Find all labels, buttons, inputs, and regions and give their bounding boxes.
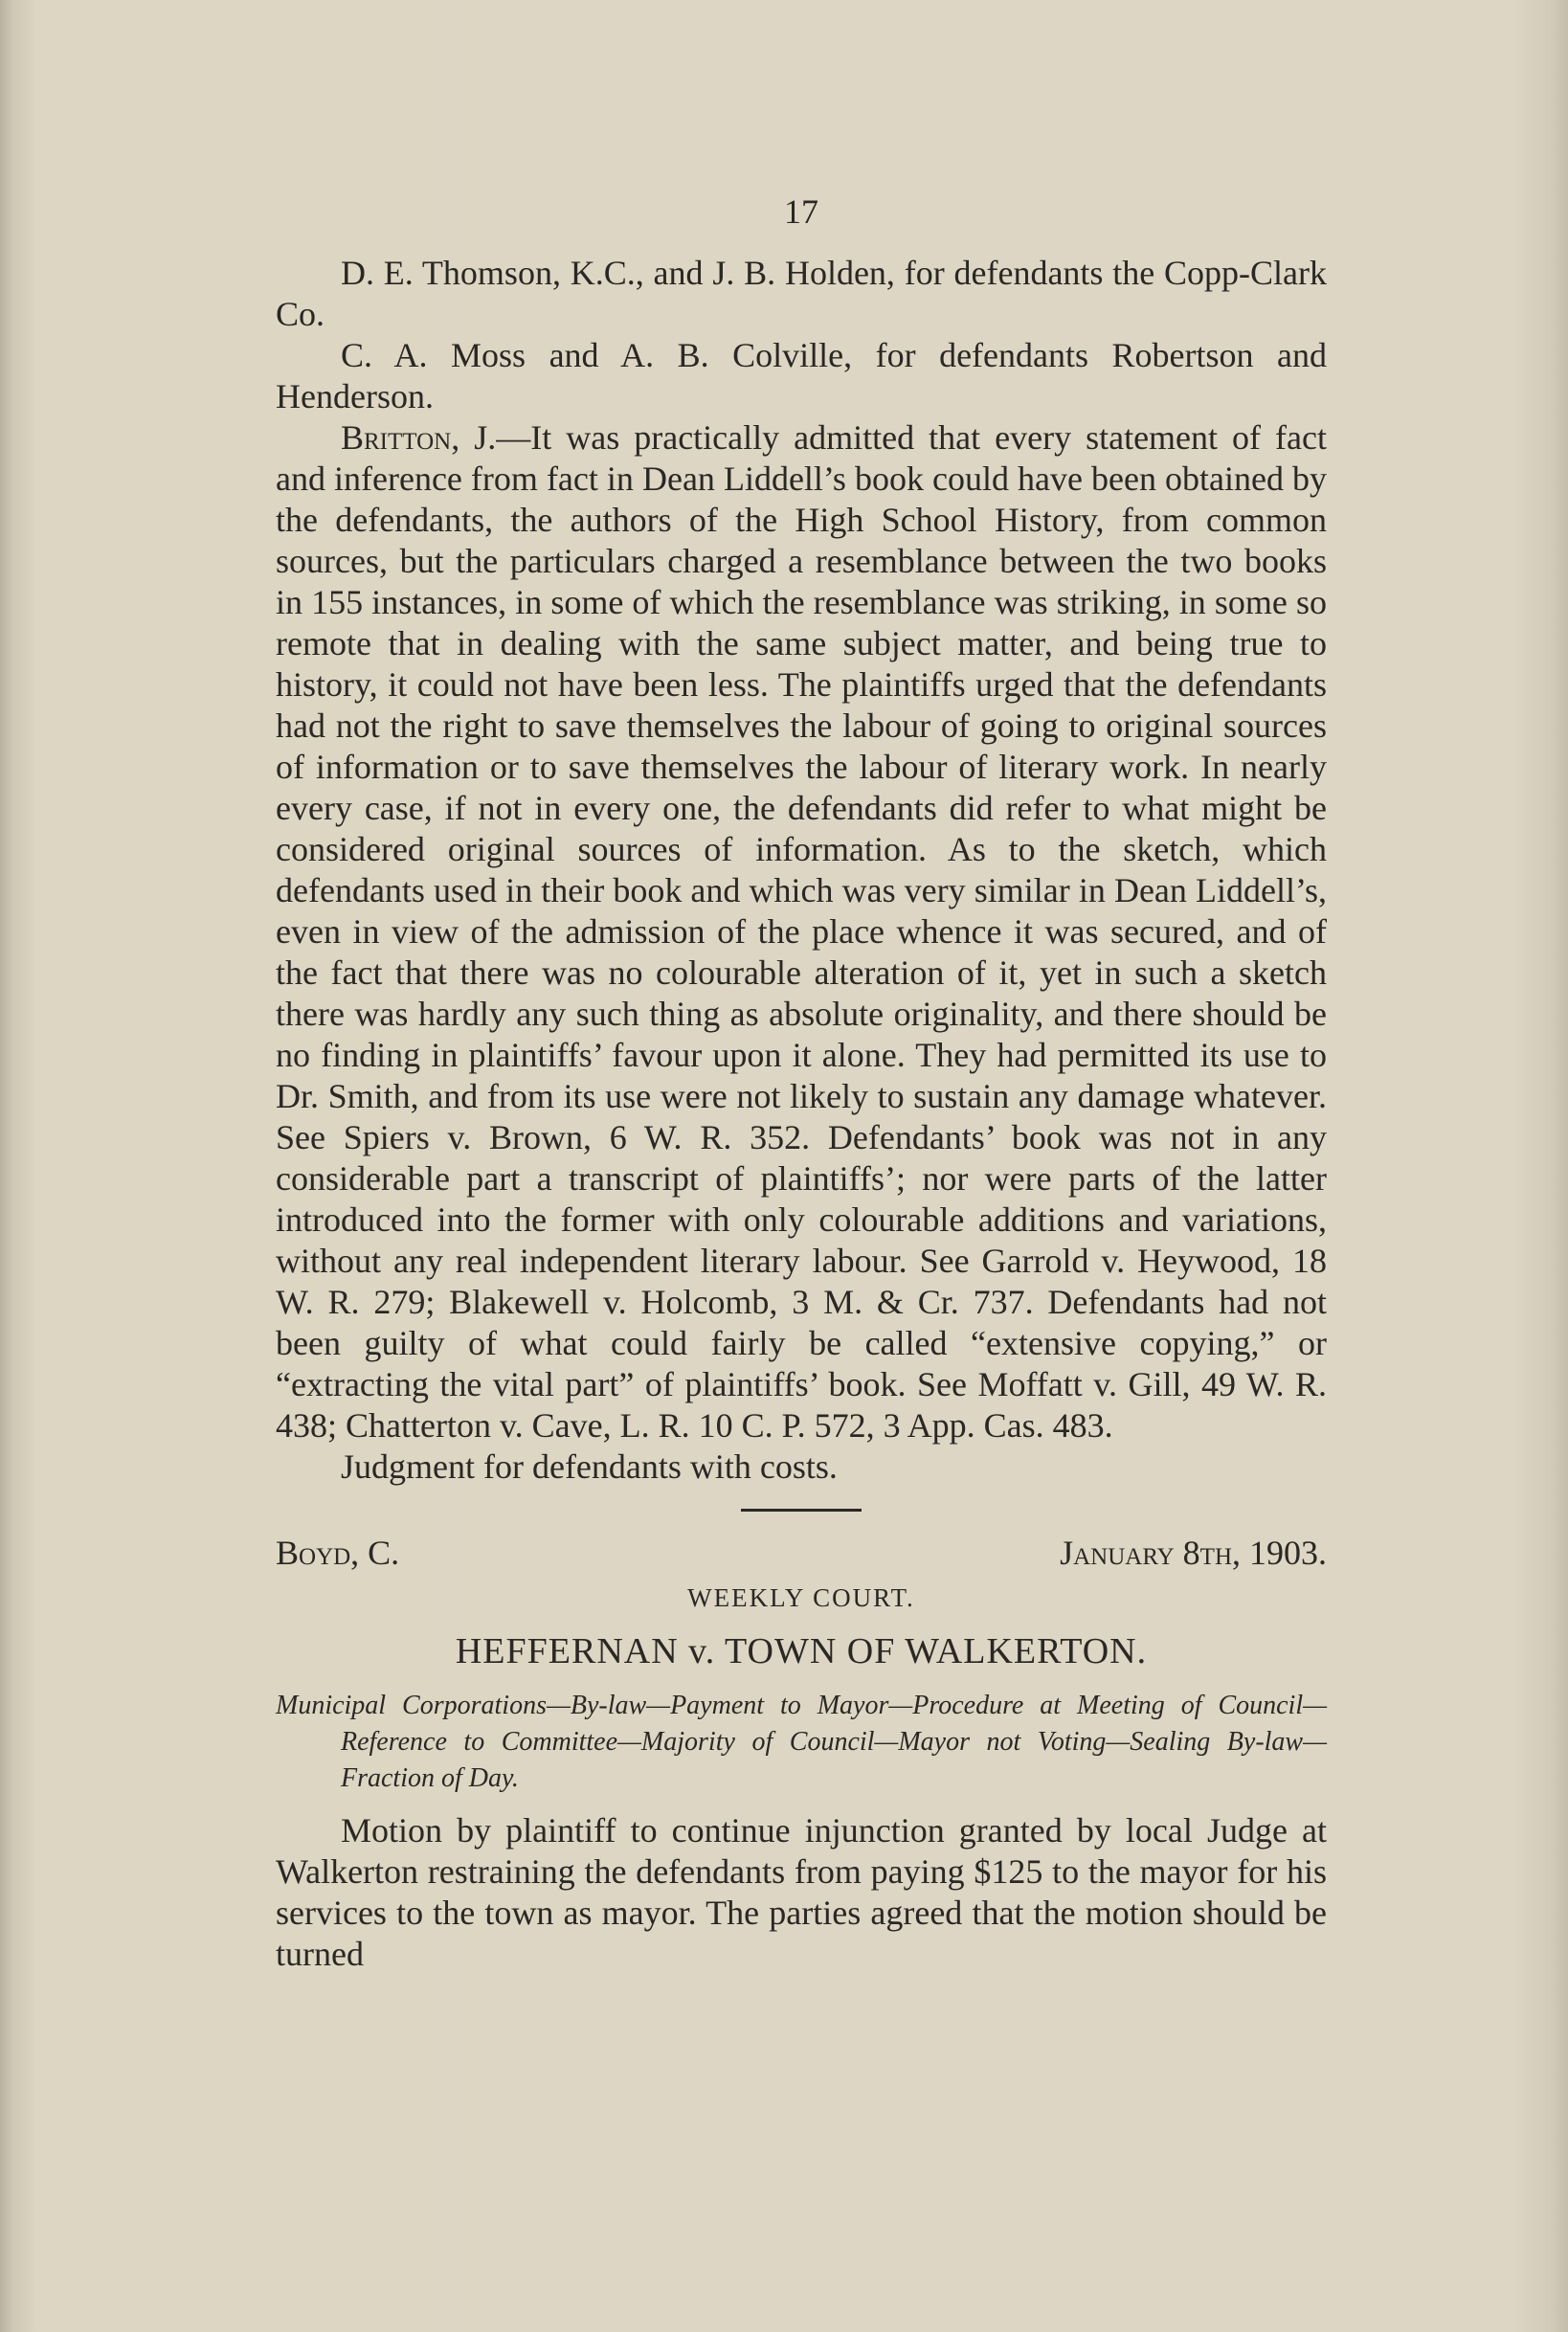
page-number: 17 (784, 192, 818, 231)
judgment-paragraph (276, 417, 1327, 1446)
case-headnote: Municipal Corporations—By-law—Payment to Mayor—Procedure at Meeting of Council—Reference to Committee—Majority of Council—Mayor not Voting—Sealing By-law—Fraction of Day. (276, 1691, 1327, 1793)
court-name: WEEKLY COURT. (687, 1583, 915, 1612)
counsel-paragraph-2: C. A. Moss and A. B. Colville, for defendants Robertson and Henderson. (276, 336, 1327, 415)
case-title: HEFFERNAN v. TOWN OF WALKERTON. (455, 1631, 1148, 1671)
judgment-result: Judgment for defendants with costs. (341, 1447, 838, 1486)
page-content (276, 191, 1327, 1975)
counsel-paragraph-1: D. E. Thomson, K.C., and J. B. Holden, for defendants the Copp-Clark Co. (276, 254, 1327, 333)
next-case-date: January 8th, 1903. (1060, 1534, 1327, 1572)
next-case-judge: Boyd, C. (276, 1534, 400, 1572)
judge-name: Britton, J. (341, 418, 497, 457)
case-body-paragraph: Motion by plaintiff to continue injunction granted by local Judge at Walkerton restraining the defendants from paying $125 to the mayor for his services to the town as mayor. The parties agreed that the motion should be turned (276, 1811, 1327, 1973)
case-header-line (276, 1533, 1327, 1574)
judgment-text: —It was practically admitted that every statement of fact and inference from fact in Dean Liddell’s book could have been obtained by the defendants, the authors of the High School History, from common sources, but the particulars charged a resemblance between the two books in 155 instances, in some of which the resemblance was striking, in some so remote that in dealing with the same subject matter, and being true to history, it could not have been less. The plaintiffs urged that the defendants had not the right to save themselves the labour of going to original sources of information or to save themselves the labour of literary work. In nearly every case, if not in every one, the defendants did refer to what might be considered original sources of information. As to the sketch, which defendants used in their book and which was very similar in Dean Liddell’s, even in view of the admission of the place whence it was secured, and of the fact that there was no colourable alteration of it, yet in such a sketch there was hardly any such thing as absolute originality, and there should be no finding in plaintiffs’ favour upon it alone. They had permitted its use to Dr. Smith, and from its use were not likely to sustain any damage whatever. See Spiers v. Brown, 6 W. R. 352. Defendants’ book was not in any considerable part a transcript of plaintiffs’; nor were parts of the latter introduced into the former with only colourable additions and variations, without any real independent literary labour. See Garrold v. Heywood, 18 W. R. 279; Blakewell v. Holcomb, 3 M. & Cr. 737. Defendants had not been guilty of what could fairly be called “extensive copying,” or “extracting the vital part” of plaintiffs’ book. See Moffatt v. Gill, 49 W. R. 438; Chatterton v. Cave, L. R. 10 C. P. 572, 3 App. Cas. 483. (276, 418, 1327, 1445)
section-divider (741, 1509, 862, 1512)
